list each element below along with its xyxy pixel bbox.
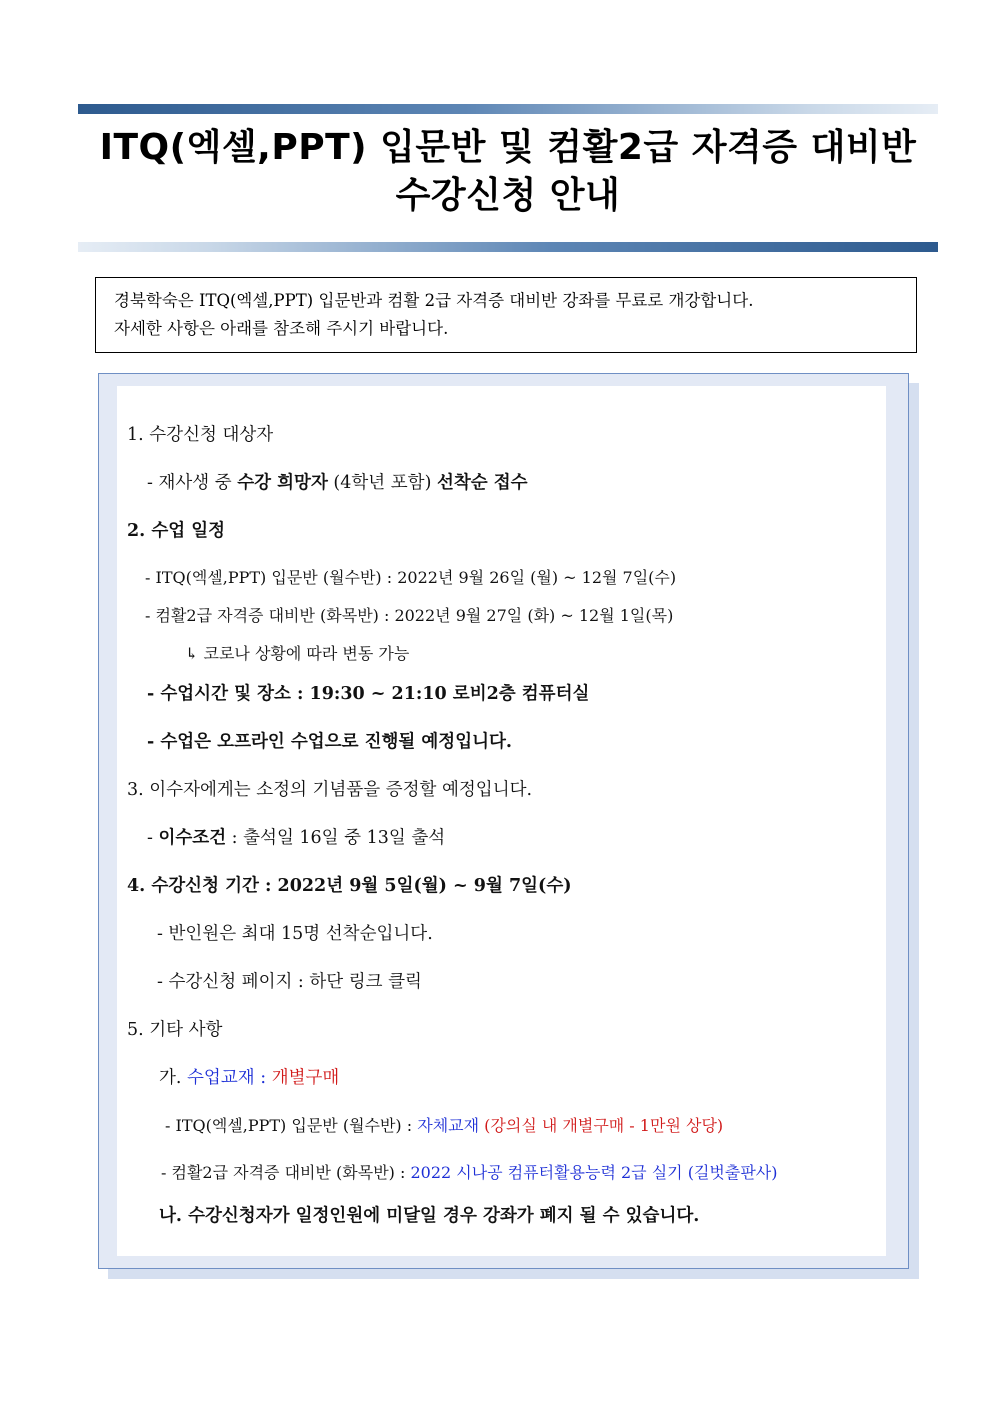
section1-item-method: 선착순 접수 — [436, 473, 528, 493]
section5-textbook — [159, 1064, 339, 1089]
section4-signup-page: - 수강신청 페이지 : 하단 링크 클릭 — [157, 972, 422, 992]
section3-heading: 3. 이수자에게는 소정의 기념품을 증정할 예정입니다. — [127, 780, 533, 800]
section5-comp-book — [161, 1160, 777, 1183]
section3-condition — [147, 824, 445, 849]
section5-itq-book — [165, 1113, 723, 1136]
section5-textbook-prefix: 가. — [159, 1068, 188, 1088]
section3-condition-prefix: - — [147, 828, 159, 848]
section4-heading: 4. 수강신청 기간 : 2022년 9월 5일(월) ~ 9월 7일(수) — [127, 876, 572, 896]
page-title-line2: 수강신청 안내 — [395, 175, 621, 216]
section2-comp-schedule: - 컴활2급 자격증 대비반 (화목반) : 2022년 9월 27일 (화) ~ 12월 1일(목) — [145, 606, 674, 625]
section1-item-prefix: - 재사생 중 — [147, 473, 238, 493]
section1-item-target: 수강 희망자 — [237, 473, 328, 493]
section5-comp-book-title: 2022 시나공 컴퓨터활용능력 2급 실기 (길벗출판사) — [410, 1163, 778, 1182]
section1-item — [147, 469, 528, 494]
section5-comp-book-prefix: - 컴활2급 자격증 대비반 (화목반) : — [161, 1163, 411, 1182]
intro-box — [95, 277, 917, 353]
intro-line1: 경북학숙은 ITQ(엑셀,PPT) 입문반과 컴활 2급 자격증 대비반 강좌를 무료로 개강합니다. — [114, 291, 754, 310]
section4-capacity: - 반인원은 최대 15명 선착순입니다. — [157, 924, 433, 944]
section5-itq-book-note: (강의실 내 개별구매 - 1만원 상당) — [479, 1116, 724, 1135]
section5-itq-book-title: 자체교재 — [417, 1116, 480, 1135]
section2-itq-schedule: - ITQ(엑셀,PPT) 입문반 (월수반) : 2022년 9월 26일 (월) ~ 12월 7일(수) — [145, 568, 677, 587]
page-title — [78, 124, 938, 220]
section2-offline-note: - 수업은 오프라인 수업으로 진행될 예정입니다. — [147, 732, 513, 752]
section1-item-note: (4학년 포함) — [327, 473, 437, 493]
section2-heading: 2. 수업 일정 — [127, 521, 226, 541]
page-title-line1: ITQ(엑셀,PPT) 입문반 및 컴활2급 자격증 대비반 — [99, 127, 917, 168]
section2-change-note: ↳ 코로나 상황에 따라 변동 가능 — [185, 644, 410, 663]
section5-cancel-note: 나. 수강신청자가 일정인원에 미달일 경우 강좌가 폐지 될 수 있습니다. — [159, 1206, 700, 1226]
intro-line2: 자세한 사항은 아래를 참조해 주시기 바랍니다. — [114, 319, 449, 338]
section2-time-place: - 수업시간 및 장소 : 19:30 ~ 21:10 로비2층 컴퓨터실 — [147, 684, 590, 704]
section5-itq-book-prefix: - ITQ(엑셀,PPT) 입문반 (월수반) : — [165, 1116, 418, 1135]
section3-condition-label: 이수조건 — [158, 828, 227, 848]
section5-heading: 5. 기타 사항 — [127, 1020, 223, 1040]
title-bar-bottom — [78, 242, 938, 252]
title-bar-top — [78, 104, 938, 114]
section5-textbook-value: 개별구매 — [271, 1068, 340, 1088]
section3-condition-text: : 출석일 16일 중 13일 출석 — [226, 828, 446, 848]
section5-textbook-label: 수업교재 : — [187, 1068, 272, 1088]
section1-heading: 1. 수강신청 대상자 — [127, 425, 274, 445]
